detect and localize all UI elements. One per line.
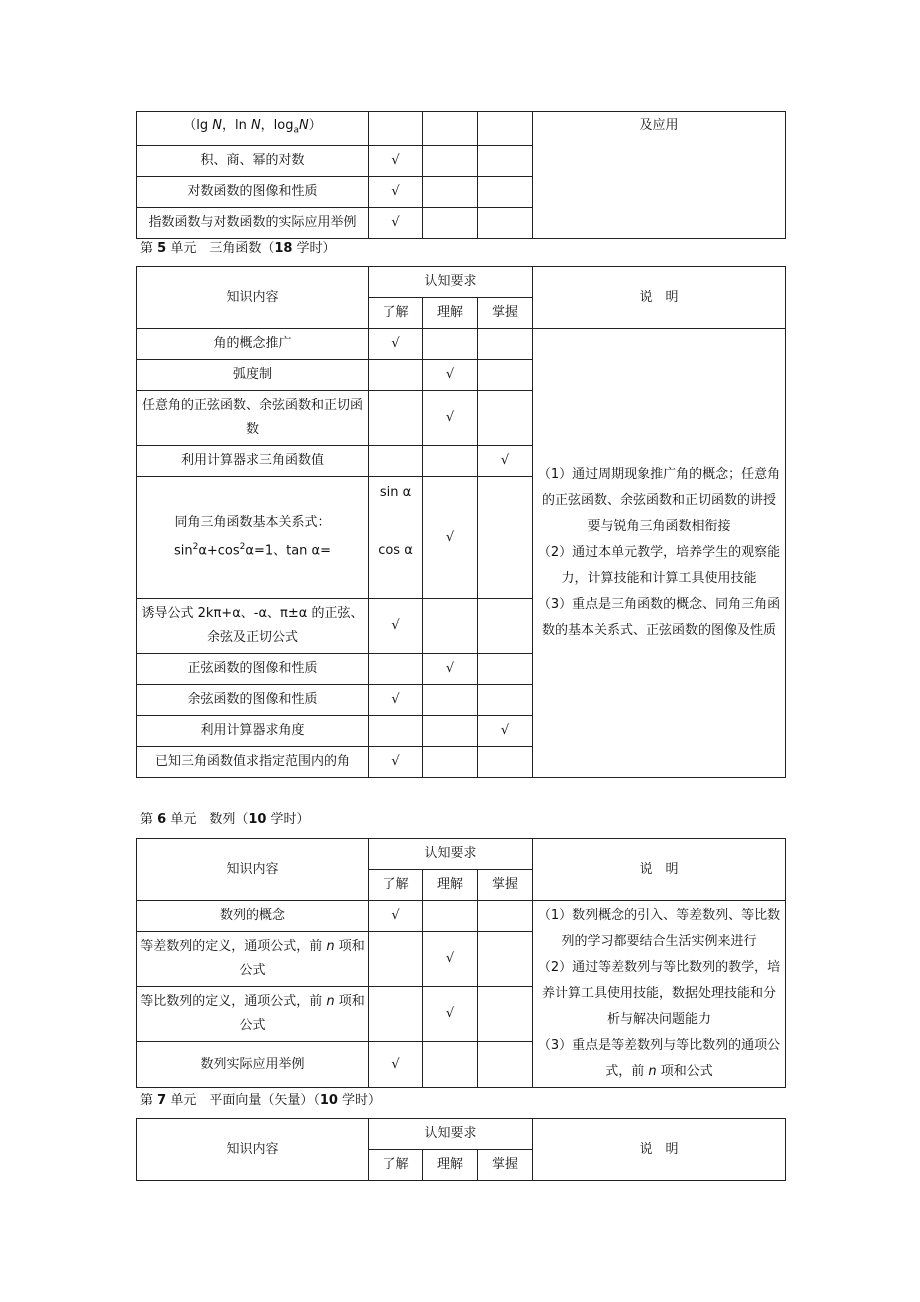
- knowledge-content-cell: 任意角的正弦函数、余弦函数和正切函数: [137, 391, 369, 446]
- header-comprehend: 理解: [423, 1150, 478, 1181]
- header-comprehend: 理解: [423, 298, 478, 329]
- header-knowledge-content: 知识内容: [137, 267, 369, 329]
- header-knowledge-content: 知识内容: [137, 1119, 369, 1181]
- check-mark: √: [369, 747, 423, 778]
- unit7-table: [136, 1118, 786, 1181]
- note-paragraph: （3）重点是等差数列与等比数列的通项公式，前 n 项和公式: [537, 1038, 781, 1079]
- note-paragraph: （3）重点是三角函数的概念、同角三角函数的基本关系式、正弦函数的图像及性质: [537, 597, 781, 638]
- knowledge-content-cell: 余弦函数的图像和性质: [137, 685, 369, 716]
- table-row: [137, 112, 786, 146]
- tan-fraction-cell: [369, 477, 423, 599]
- knowledge-content-cell: 利用计算器求三角函数值: [137, 446, 369, 477]
- knowledge-content-cell: 数列实际应用举例: [137, 1042, 369, 1088]
- check-mark: √: [423, 654, 478, 685]
- header-understand: 了解: [369, 1150, 423, 1181]
- note-cell: 及应用: [533, 112, 786, 239]
- unit4-table-continued: [136, 111, 786, 239]
- check-mark: √: [369, 1042, 423, 1088]
- header-cognitive-requirement: 认知要求: [369, 839, 533, 870]
- check-mark: √: [369, 176, 423, 207]
- note-paragraph: （1）通过周期现象推广角的概念；任意角的正弦函数、余弦函数和正切函数的讲授要与锐角三角函数相衔接: [537, 467, 781, 534]
- check-mark: √: [369, 599, 423, 654]
- check-mark: √: [369, 207, 423, 238]
- header-cognitive-requirement: 认知要求: [369, 1119, 533, 1150]
- note-paragraph: （1）数列概念的引入、等差数列、等比数列的学习都要结合生活实例来进行: [537, 908, 781, 949]
- knowledge-content-cell: 同角三角函数基本关系式： $\sin^2\alpha+\cos^2\alpha=1$、tan α=: [137, 477, 369, 599]
- knowledge-content-cell: 利用计算器求角度: [137, 716, 369, 747]
- header-understand: 了解: [369, 298, 423, 329]
- check-mark: √: [423, 987, 478, 1042]
- knowledge-content-cell: 积、商、幂的对数: [137, 145, 369, 176]
- knowledge-content-cell: （lg N，ln N，$\log_aN$）: [137, 112, 369, 146]
- header-note: 说 明: [533, 267, 786, 329]
- check-mark: √: [423, 932, 478, 987]
- knowledge-content-cell: 对数函数的图像和性质: [137, 176, 369, 207]
- knowledge-content-cell: 弧度制: [137, 360, 369, 391]
- header-comprehend: 理解: [423, 870, 478, 901]
- unit6-table: [136, 838, 786, 1088]
- check-mark: √: [478, 446, 533, 477]
- unit5-table: [136, 266, 786, 778]
- check-mark: √: [423, 391, 478, 446]
- header-row: [137, 839, 786, 870]
- knowledge-content-cell: 等差数列的定义，通项公式，前 n 项和公式: [137, 932, 369, 987]
- header-master: 掌握: [478, 1150, 533, 1181]
- knowledge-content-cell: 数列的概念: [137, 901, 369, 932]
- note-paragraph: （2）通过本单元教学，培养学生的观察能力，计算技能和计算工具使用技能: [537, 545, 781, 586]
- knowledge-content-cell: 指数函数与对数函数的实际应用举例: [137, 207, 369, 238]
- note-paragraph: （2）通过等差数列与等比数列的教学，培养计算工具使用技能，数据处理技能和分析与解决问题能力: [537, 960, 781, 1027]
- unit6-caption: 第 6 单元 数列（10 学时）: [140, 812, 310, 827]
- knowledge-content-cell: 已知三角函数值求指定范围内的角: [137, 747, 369, 778]
- fraction-denominator: cos α: [378, 543, 413, 558]
- knowledge-content-cell: 等比数列的定义，通项公式，前 n 项和公式: [137, 987, 369, 1042]
- header-note: 说 明: [533, 1119, 786, 1181]
- check-mark: √: [369, 901, 423, 932]
- note-cell: [533, 901, 786, 1088]
- check-mark: √: [369, 329, 423, 360]
- check-mark: √: [369, 145, 423, 176]
- header-cognitive-requirement: 认知要求: [369, 267, 533, 298]
- unit5-caption: 第 5 单元 三角函数（18 学时）: [140, 241, 336, 256]
- note-cell: [533, 329, 786, 778]
- knowledge-content-cell: 角的概念推广: [137, 329, 369, 360]
- table-row: [137, 329, 786, 360]
- check-mark: √: [369, 685, 423, 716]
- header-master: 掌握: [478, 870, 533, 901]
- header-row: [137, 1119, 786, 1150]
- check-mark: √: [478, 716, 533, 747]
- check-mark: √: [423, 360, 478, 391]
- header-knowledge-content: 知识内容: [137, 839, 369, 901]
- unit7-caption: 第 7 单元 平面向量（矢量）（10 学时）: [140, 1093, 382, 1108]
- knowledge-content-cell: 正弦函数的图像和性质: [137, 654, 369, 685]
- trig-identity-formula: $\sin^2\alpha+\cos^2\alpha=1$、tan α=: [173, 542, 332, 559]
- header-note: 说 明: [533, 839, 786, 901]
- header-master: 掌握: [478, 298, 533, 329]
- knowledge-content-cell: 诱导公式 2kπ+α、-α、π±α 的正弦、余弦及正切公式: [137, 599, 369, 654]
- table-row: [137, 901, 786, 932]
- header-row: [137, 267, 786, 298]
- fraction-numerator: sin α: [379, 485, 412, 500]
- header-understand: 了解: [369, 870, 423, 901]
- check-mark: √: [423, 477, 478, 599]
